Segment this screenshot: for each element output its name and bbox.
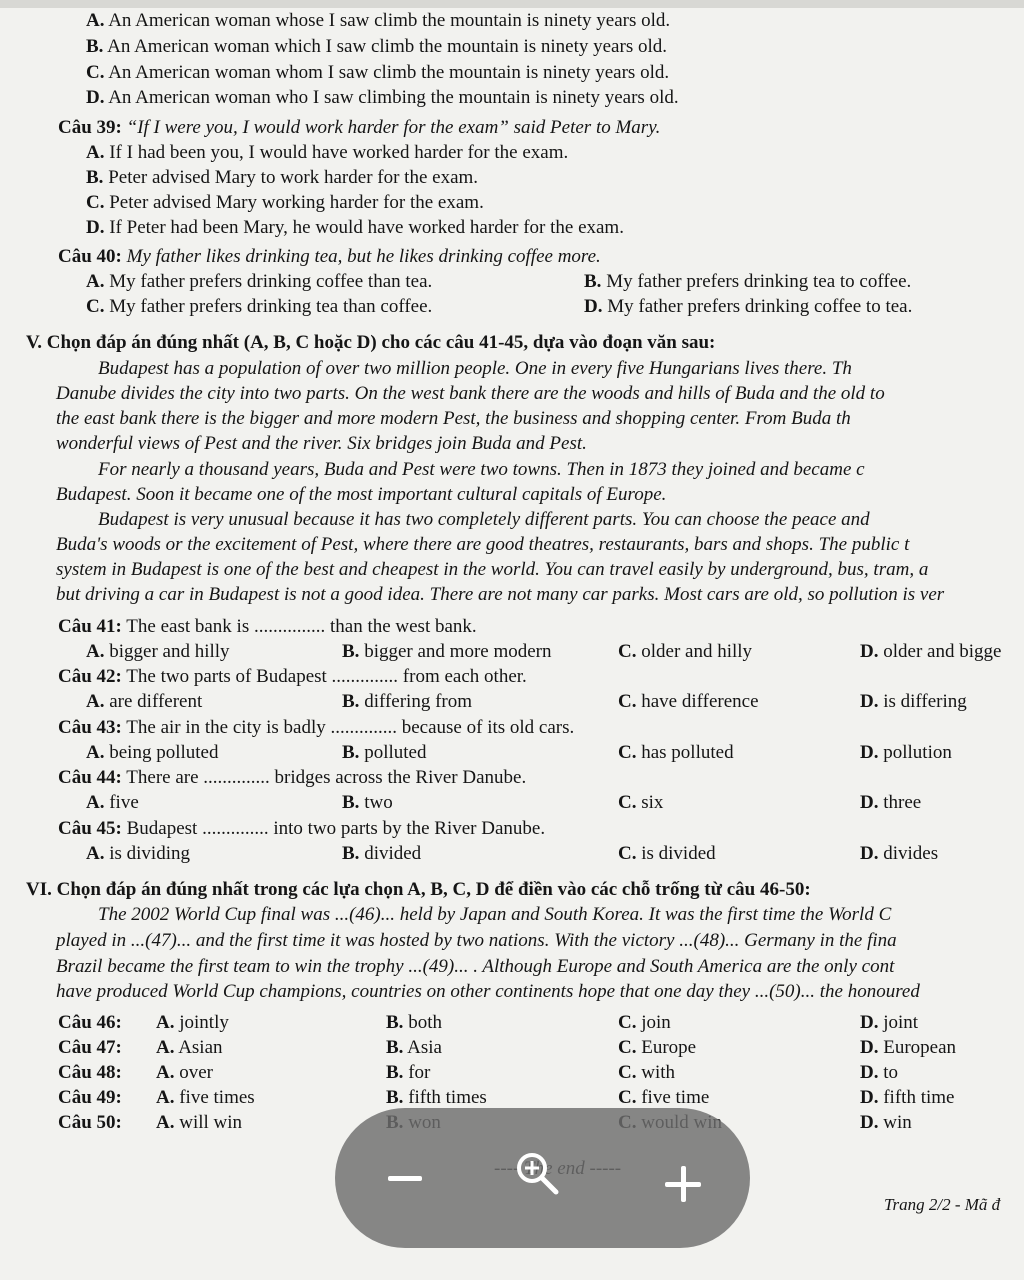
page-footer: Trang 2/2 - Mã đ xyxy=(884,1195,1001,1214)
q47-option-b: B. Asia xyxy=(386,1037,442,1058)
q43-option-d: D. pollution xyxy=(860,742,952,763)
q45-stem: Câu 45: Budapest .............. into two parts by the River Danube. xyxy=(58,818,546,839)
passage-6-line: have produced World Cup champions, countries on other continents hope that one day they ...(50)... the honoured xyxy=(56,981,920,1002)
q44-option-c: C. six xyxy=(618,792,664,813)
q45-option-b: B. divided xyxy=(342,843,422,864)
q48-option-a: A. over xyxy=(156,1062,213,1083)
q48-option-b: B. for xyxy=(386,1062,431,1083)
q43-option-a: A. being polluted xyxy=(86,742,219,763)
q44-stem: Câu 44: There are .............. bridges across the River Danube. xyxy=(58,767,527,788)
q47-label: Câu 47: xyxy=(58,1037,122,1058)
q42-option-a: A. are different xyxy=(86,691,203,712)
q42-stem: Câu 42: The two parts of Budapest .............. from each other. xyxy=(58,666,527,687)
q47-option-d: D. European xyxy=(860,1037,957,1058)
q43-stem: Câu 43: The air in the city is badly .............. because of its old cars. xyxy=(58,717,575,738)
q50-option-a: A. will win xyxy=(156,1112,243,1133)
passage-6-line: The 2002 World Cup final was ...(46)... held by Japan and South Korea. It was the first time the World C xyxy=(98,904,892,925)
q46-option-c: C. join xyxy=(618,1012,671,1033)
q42-option-c: C. have difference xyxy=(618,691,759,712)
q46-label: Câu 46: xyxy=(58,1012,122,1033)
passage-6-line: Brazil became the first team to win the trophy ...(49)... . Although Europe and South America are the only cont xyxy=(56,956,895,977)
q39-option-b: B. Peter advised Mary to work harder for the exam. xyxy=(86,167,479,188)
passage-5-line: Danube divides the city into two parts. On the west bank there are the woods and hills of Buda and the old to xyxy=(56,383,885,404)
q49-option-d: D. fifth time xyxy=(860,1087,955,1108)
q40-option-c: C. My father prefers drinking tea than coffee. xyxy=(86,296,433,317)
q44-option-d: D. three xyxy=(860,792,922,813)
passage-6-line: played in ...(47)... and the first time it was hosted by two nations. With the victory ...(48)... Germany in the fina xyxy=(56,930,897,951)
q41-stem: Câu 41: The east bank is ............... than the west bank. xyxy=(58,616,477,637)
q50-option-d: D. win xyxy=(860,1112,912,1133)
q40-option-d: D. My father prefers drinking coffee to tea. xyxy=(584,296,913,317)
q44-option-a: A. five xyxy=(86,792,139,813)
q47-option-a: A. Asian xyxy=(156,1037,223,1058)
q39-stem: Câu 39: “If I were you, I would work harder for the exam” said Peter to Mary. xyxy=(58,117,661,138)
passage-5-line: but driving a car in Budapest is not a good idea. There are not many car parks. Most cars are old, so pollution is ver xyxy=(56,584,945,605)
zoom-in-icon[interactable] xyxy=(514,1150,560,1196)
passage-5-line: the east bank there is the bigger and more modern Pest, the business and shopping center. From Buda th xyxy=(56,408,851,429)
q42-option-d: D. is differing xyxy=(860,691,967,712)
q39-option-c: C. Peter advised Mary working harder for the exam. xyxy=(86,192,484,213)
q45-option-d: D. divides xyxy=(860,843,939,864)
q45-option-a: A. is dividing xyxy=(86,843,190,864)
q38-option-c: C. An American woman whom I saw climb the mountain is ninety years old. xyxy=(86,62,670,83)
q40-option-a: A. My father prefers drinking coffee than tea. xyxy=(86,271,433,292)
passage-5-line: Budapest has a population of over two million people. One in every five Hungarians lives there. Th xyxy=(98,358,852,379)
q46-option-b: B. both xyxy=(386,1012,442,1033)
q49-option-a: A. five times xyxy=(156,1087,255,1108)
q44-option-b: B. two xyxy=(342,792,393,813)
q49-option-c: C. five time xyxy=(618,1087,710,1108)
q39-option-a: A. If I had been you, I would have worked harder for the exam. xyxy=(86,142,569,163)
q49-option-b: B. fifth times xyxy=(386,1087,487,1108)
top-edge xyxy=(0,0,1024,8)
section-5-heading: V. Chọn đáp án đúng nhất (A, B, C hoặc D) cho các câu 41-45, dựa vào đoạn văn sau: xyxy=(26,332,716,353)
plus-icon[interactable] xyxy=(665,1166,701,1202)
passage-5-line: Buda's woods or the excitement of Pest, where there are good theatres, restaurants, bars and shops. The public t xyxy=(56,534,910,555)
q42-option-b: B. differing from xyxy=(342,691,472,712)
q38-option-d: D. An American woman who I saw climbing the mountain is ninety years old. xyxy=(86,87,679,108)
passage-5-line: wonderful views of Pest and the river. Six bridges join Buda and Pest. xyxy=(56,433,587,454)
q48-option-d: D. to xyxy=(860,1062,899,1083)
minus-icon[interactable] xyxy=(388,1176,422,1181)
q41-option-a: A. bigger and hilly xyxy=(86,641,230,662)
q41-option-c: C. older and hilly xyxy=(618,641,753,662)
passage-5-line: Budapest. Soon it became one of the most important cultural capitals of Europe. xyxy=(56,484,667,505)
q38-option-a: A. An American woman whose I saw climb the mountain is ninety years old. xyxy=(86,10,671,31)
q46-option-d: D. joint xyxy=(860,1012,919,1033)
q41-option-d: D. older and bigge xyxy=(860,641,1002,662)
q48-label: Câu 48: xyxy=(58,1062,122,1083)
q41-option-b: B. bigger and more modern xyxy=(342,641,552,662)
q46-option-a: A. jointly xyxy=(156,1012,229,1033)
q47-option-c: C. Europe xyxy=(618,1037,697,1058)
q39-option-d: D. If Peter had been Mary, he would have worked harder for the exam. xyxy=(86,217,624,238)
q49-label: Câu 49: xyxy=(58,1087,122,1108)
q43-option-b: B. polluted xyxy=(342,742,427,763)
passage-5-line: Budapest is very unusual because it has two completely different parts. You can choose the peace and xyxy=(98,509,870,530)
q48-option-c: C. with xyxy=(618,1062,676,1083)
passage-5-line: system in Budapest is one of the best and cheapest in the world. You can travel easily by underground, bus, tram, a xyxy=(56,559,929,580)
q40-stem: Câu 40: My father likes drinking tea, but he likes drinking coffee more. xyxy=(58,246,601,267)
section-6-heading: VI. Chọn đáp án đúng nhất trong các lựa chọn A, B, C, D để điền vào các chỗ trống từ câu 46-50: xyxy=(26,879,811,900)
q50-label: Câu 50: xyxy=(58,1112,122,1133)
q43-option-c: C. has polluted xyxy=(618,742,734,763)
q38-option-b: B. An American woman which I saw climb the mountain is ninety years old. xyxy=(86,36,667,57)
passage-5-line: For nearly a thousand years, Buda and Pest were two towns. Then in 1873 they joined and became c xyxy=(98,459,865,480)
q40-option-b: B. My father prefers drinking tea to coffee. xyxy=(584,271,912,292)
q45-option-c: C. is divided xyxy=(618,843,716,864)
